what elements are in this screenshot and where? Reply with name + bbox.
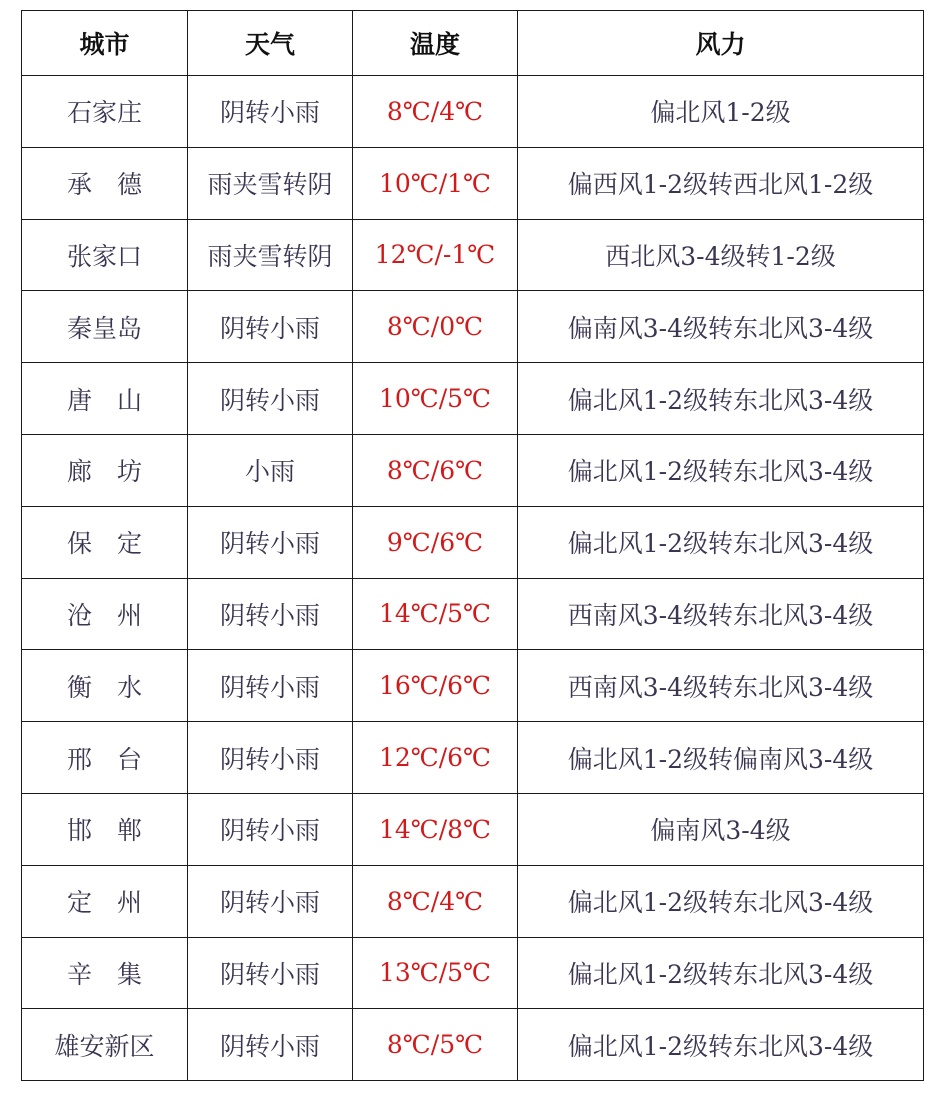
table-body xyxy=(22,76,924,1081)
weather-cell: 阴转小雨 xyxy=(188,291,353,363)
temperature-cell: 14℃/5℃ xyxy=(353,578,518,650)
city-cell: 定 州 xyxy=(22,865,188,937)
temperature-cell: 9℃/6℃ xyxy=(353,506,518,578)
weather-cell: 雨夹雪转阴 xyxy=(188,147,353,219)
weather-cell: 阴转小雨 xyxy=(188,865,353,937)
wind-cell: 偏北风1-2级转东北风3-4级 xyxy=(518,1009,924,1081)
table-row xyxy=(22,506,924,578)
weather-forecast-table xyxy=(21,10,924,1081)
weather-cell: 雨夹雪转阴 xyxy=(188,219,353,291)
temperature-cell: 8℃/4℃ xyxy=(353,865,518,937)
wind-cell: 偏南风3-4级转东北风3-4级 xyxy=(518,291,924,363)
temperature-cell: 10℃/1℃ xyxy=(353,147,518,219)
wind-cell: 偏北风1-2级转偏南风3-4级 xyxy=(518,722,924,794)
weather-cell: 阴转小雨 xyxy=(188,363,353,435)
city-cell: 承 德 xyxy=(22,147,188,219)
wind-cell: 偏北风1-2级 xyxy=(518,76,924,148)
header-temperature: 温度 xyxy=(353,11,518,76)
header-weather: 天气 xyxy=(188,11,353,76)
city-cell: 廊 坊 xyxy=(22,434,188,506)
wind-cell: 西南风3-4级转东北风3-4级 xyxy=(518,578,924,650)
table-row xyxy=(22,363,924,435)
table-row xyxy=(22,434,924,506)
city-cell: 邯 郸 xyxy=(22,793,188,865)
table-row xyxy=(22,76,924,148)
weather-cell: 阴转小雨 xyxy=(188,722,353,794)
city-cell: 辛 集 xyxy=(22,937,188,1009)
weather-cell: 阴转小雨 xyxy=(188,1009,353,1081)
table-row xyxy=(22,219,924,291)
wind-cell: 偏南风3-4级 xyxy=(518,793,924,865)
weather-cell: 阴转小雨 xyxy=(188,76,353,148)
wind-cell: 西北风3-4级转1-2级 xyxy=(518,219,924,291)
weather-cell: 阴转小雨 xyxy=(188,650,353,722)
weather-cell: 阴转小雨 xyxy=(188,793,353,865)
temperature-cell: 10℃/5℃ xyxy=(353,363,518,435)
header-row xyxy=(22,11,924,76)
table-header xyxy=(22,11,924,76)
temperature-cell: 8℃/6℃ xyxy=(353,434,518,506)
temperature-cell: 13℃/5℃ xyxy=(353,937,518,1009)
city-cell: 张家口 xyxy=(22,219,188,291)
table-row xyxy=(22,722,924,794)
temperature-cell: 14℃/8℃ xyxy=(353,793,518,865)
weather-cell: 小雨 xyxy=(188,434,353,506)
table-row xyxy=(22,147,924,219)
weather-cell: 阴转小雨 xyxy=(188,578,353,650)
city-cell: 雄安新区 xyxy=(22,1009,188,1081)
table-row xyxy=(22,578,924,650)
wind-cell: 西南风3-4级转东北风3-4级 xyxy=(518,650,924,722)
table-row xyxy=(22,865,924,937)
wind-cell: 偏北风1-2级转东北风3-4级 xyxy=(518,363,924,435)
city-cell: 唐 山 xyxy=(22,363,188,435)
wind-cell: 偏西风1-2级转西北风1-2级 xyxy=(518,147,924,219)
temperature-cell: 8℃/4℃ xyxy=(353,76,518,148)
city-cell: 保 定 xyxy=(22,506,188,578)
wind-cell: 偏北风1-2级转东北风3-4级 xyxy=(518,506,924,578)
city-cell: 秦皇岛 xyxy=(22,291,188,363)
temperature-cell: 8℃/0℃ xyxy=(353,291,518,363)
weather-cell: 阴转小雨 xyxy=(188,937,353,1009)
city-cell: 衡 水 xyxy=(22,650,188,722)
weather-cell: 阴转小雨 xyxy=(188,506,353,578)
table-row xyxy=(22,1009,924,1081)
city-cell: 沧 州 xyxy=(22,578,188,650)
city-cell: 邢 台 xyxy=(22,722,188,794)
table-row xyxy=(22,650,924,722)
table-row xyxy=(22,937,924,1009)
wind-cell: 偏北风1-2级转东北风3-4级 xyxy=(518,937,924,1009)
wind-cell: 偏北风1-2级转东北风3-4级 xyxy=(518,434,924,506)
city-cell: 石家庄 xyxy=(22,76,188,148)
temperature-cell: 8℃/5℃ xyxy=(353,1009,518,1081)
temperature-cell: 16℃/6℃ xyxy=(353,650,518,722)
wind-cell: 偏北风1-2级转东北风3-4级 xyxy=(518,865,924,937)
temperature-cell: 12℃/-1℃ xyxy=(353,219,518,291)
header-city: 城市 xyxy=(22,11,188,76)
table-row xyxy=(22,793,924,865)
temperature-cell: 12℃/6℃ xyxy=(353,722,518,794)
table-row xyxy=(22,291,924,363)
header-wind: 风力 xyxy=(518,11,924,76)
